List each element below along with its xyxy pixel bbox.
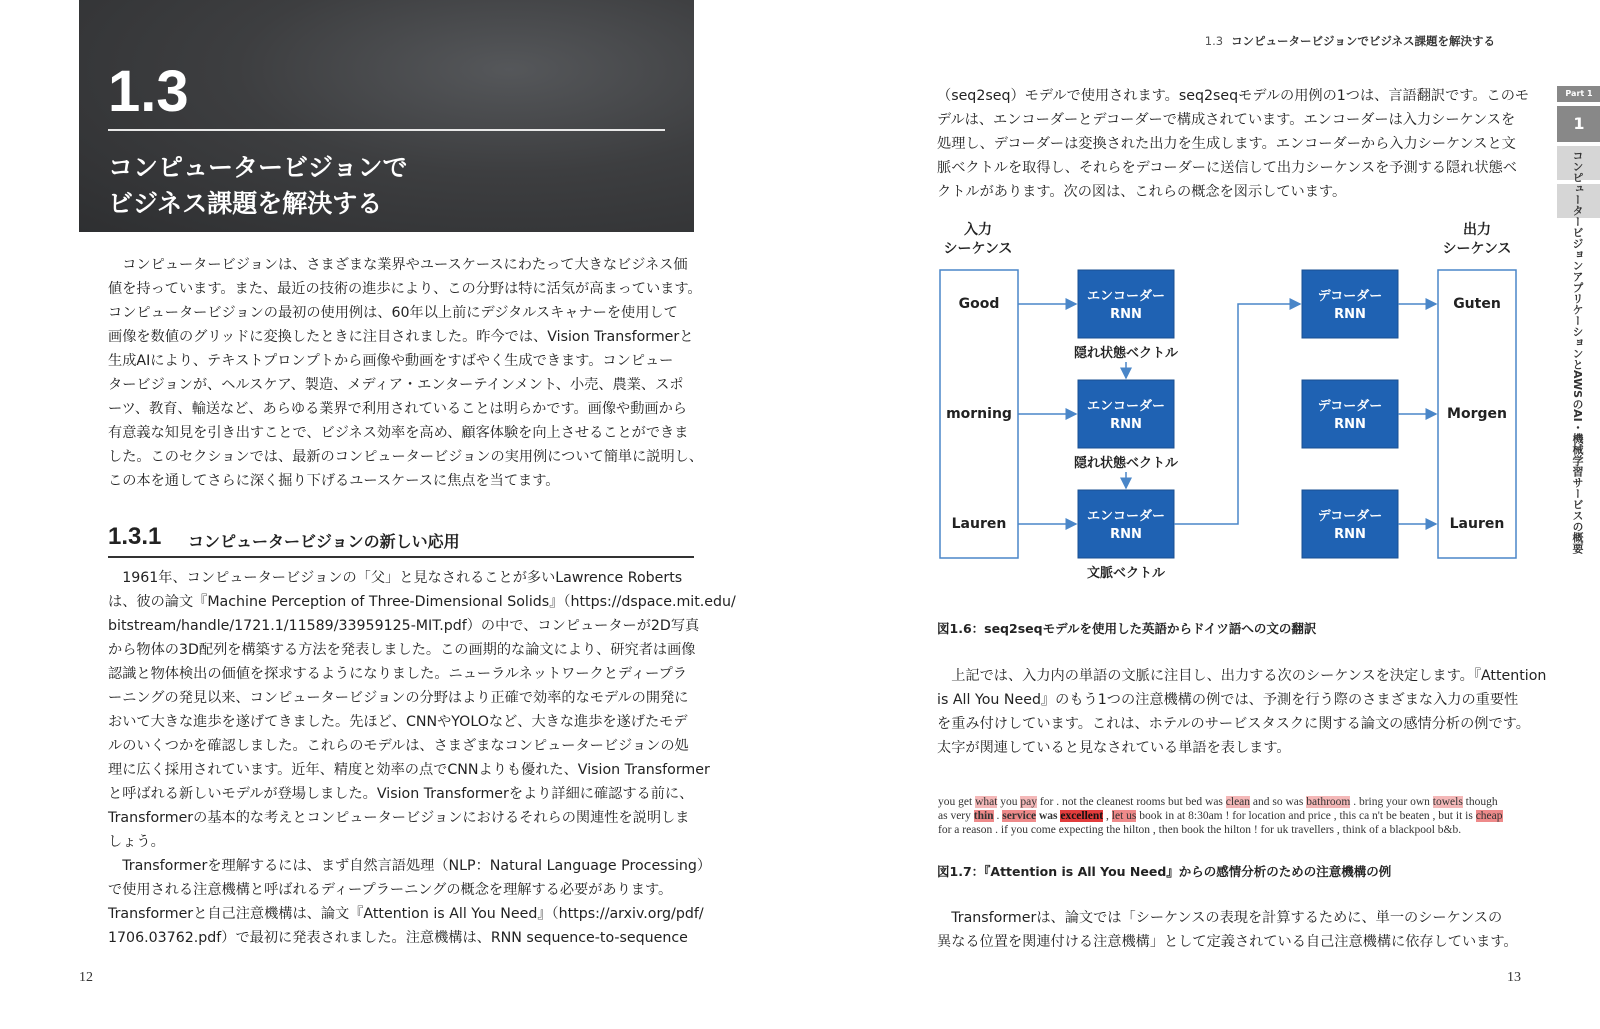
input-label-2: シーケンス [943,241,1013,257]
input-word: Good [958,296,1000,312]
attention-figure: you get what you pay for . not the cleanest rooms but bed was clean and so was bathroom . bring your own towels though as very thin . service was excellent , let us book in at 8:30am ! for location and price , this ca n't be beaten , but it is cheap for a reason . if you come expecting the hilton , then book the hilton ! for uk travellers , think of a blackpool b&b. [938,796,1503,836]
section-title-line2: ビジネス課題を解決する [108,189,383,218]
svg-text:RNN: RNN [1334,307,1366,322]
side-tab-chapter: 1 [1557,106,1600,142]
decoder-box [1302,490,1398,558]
svg-text:デコーダー: デコーダー [1317,509,1383,524]
hidden-state-label: 隠れ状態ベクトル [1073,346,1179,361]
encoder-box [1078,490,1174,558]
input-word: Lauren [951,516,1007,532]
side-tab-part: Part 1 [1557,86,1600,102]
svg-text:デコーダー: デコーダー [1317,289,1383,304]
encoder-box [1078,380,1174,448]
arrow [1174,304,1300,524]
output-word: Morgen [1447,406,1507,422]
svg-text:RNN: RNN [1334,417,1366,432]
decoder-box [1302,270,1398,338]
svg-text:デコーダー: デコーダー [1317,399,1383,414]
intro-paragraph: コンピュータービジョンは、さまざまな業界やユースケースにわたって大きなビジネス価 値を持っています。また、最近の技術の進歩により、この分野は特に活気が高まっています。 コンピュータービジョンの最初の使用例は、60年以上前にデジタルスキャナーを使用して 画像を数値のグリッドに変換したときに注目されました。昨今では、Vision Transformerと 生成AIにより、テキストプロンプトから画像や動画をすばやく生成できます。コンピュー タービジョンが、ヘルスケア、製造、メディア・エンターテインメント、小売、農業、スポ ーツ、教育、輸送など、あらゆる業界で利用されていることは明らかです。画像や動画から 有意義な知見を引き出すことで、ビジネス効率を高め、顧客体験を向上させることができま した。このセクションでは、最新のコンピュータービジョンの実用例について簡単に説明し、 この本を通してさらに深く掘り下げるユースケースに焦点を当てます。 [108,257,704,489]
figure-1-7-caption: 図1.7：『Attention is All You Need』からの感情分析のための注意機構の例 [937,864,1392,879]
output-word: Lauren [1449,516,1505,532]
svg-text:RNN: RNN [1110,417,1142,432]
context-vector-label: 文脈ベクトル [1086,566,1166,581]
svg-text:RNN: RNN [1110,527,1142,542]
output-label-1: 出力 [1463,222,1491,238]
subsection-title: コンピュータービジョンの新しい応用 [188,532,460,551]
svg-text:エンコーダー: エンコーダー [1086,399,1166,414]
hidden-state-label: 隠れ状態ベクトル [1073,456,1179,471]
input-label-1: 入力 [964,222,992,238]
output-label-2: シーケンス [1442,241,1512,257]
running-head: 1.3 コンピュータービジョンでビジネス課題を解決する [1204,34,1495,48]
page-number-left: 12 [79,970,93,985]
svg-text:RNN: RNN [1334,527,1366,542]
top-paragraph: （seq2seq）モデルで使用されます。seq2seqモデルの用例の1つは、言語翻訳です。このモ デルは、エンコーダーとデコーダーで構成されています。エンコーダーは入力シーケンスを 処理し、デコーダーは変換された出力を生成します。エンコーダーから入力シーケンスと文 脈ベクトルを取得し、それらをデコーダーに送信して出力シーケンスを予測する隠れ状態ベ クトルがあります。次の図は、これらの概念を図示しています。 [937,88,1530,200]
encoder-box [1078,270,1174,338]
section-number: 1.3 [108,59,189,124]
section-title-line1: コンピュータービジョンで [108,153,408,182]
svg-text:エンコーダー: エンコーダー [1086,289,1166,304]
seq2seq-diagram [930,218,1530,593]
bottom-paragraph: Transformerは、論文では「シーケンスの表現を計算するために、単一のシーケンスの 異なる位置を関連付ける注意機構」として定義されている自己注意機構に依存しています。 [937,910,1518,950]
side-tab-chapter-title: コンピュータービジョンアプリケーションとAWSのAI・機械学習サービスの概要 [1571,150,1584,554]
body-paragraph: 1961年、コンピュータービジョンの「父」と見なされることが多いLawrence Roberts は、彼の論文『Machine Perception of Three-Dimensional Solids』（https://dspace.mit.edu/ bitstream/handle/1721.1/11589/33959125-MIT.pdf）の中で、コンピューターが2D写真 から物体の3D配列を構築する方法を発表しました。この画期的な論文により、研究者は画像 認識と物体検出の価値を探求するようになりました。ニューラルネットワークとディープラ ーニングの発見以来、コンピュータービジョンの分野はより正確で効率的なモデルの開発に おいて大きな進歩を遂げてきました。先ほど、CNNやYOLOなど、大きな進歩を遂げたモデ ルのいくつかを確認しました。これらのモデルは、さまざまなコンピュータービジョンの処 理に広く採用されています。近年、精度と効率の点でCNNよりも優れた、Vision Transformer と呼ばれる新しいモデルが登場しました。Vision Transformerをより詳細に確認する前に、 Transformerの基本的な考えとコンピュータービジョンにおけるそれらの関連性を説明しま しょう。 Transformerを理解するには、まず自然言語処理（NLP：Natural Language Processing） で使用される注意機構と呼ばれるディープラーニングの概念を理解する必要があります。 Transformerと自己注意機構は、論文『Attention is All You Need』（https://arxiv.org/pdf/ 1706.03762.pdf）で最初に発表されました。注意機構は、RNN sequence-to-sequence [108,570,736,946]
svg-text:エンコーダー: エンコーダー [1086,509,1166,524]
svg-text:RNN: RNN [1110,307,1142,322]
figure-1-6-caption: 図1.6：seq2seqモデルを使用した英語からドイツ語への文の翻訳 [937,621,1317,636]
input-word: morning [946,406,1012,422]
decoder-box [1302,380,1398,448]
subsection-heading [108,523,694,558]
subsection-number: 1.3.1 [108,523,162,550]
page-number-right: 13 [1507,970,1521,985]
output-word: Guten [1453,296,1501,312]
middle-paragraph: 上記では、入力内の単語の文脈に注目し、出力する次のシーケンスを決定します。『Attention is All You Need』のもう1つの注意機構の例では、予測を行う際のさまざまな入力の重要性 を重み付けしています。これは、ホテルのサービスタスクに関する論文の感情分析の例です。 太字が関連していると見なされている単語を表します。 [937,668,1547,756]
header-rule [108,129,665,131]
